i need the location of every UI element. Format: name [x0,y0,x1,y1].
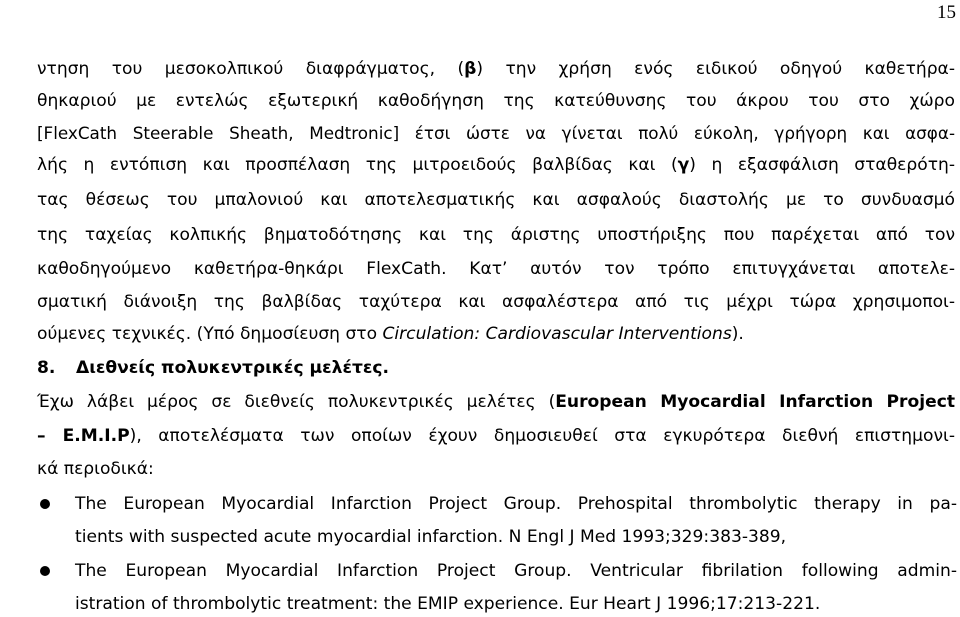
text-line: της ταχείας κολπικής βηματοδότησης και της άριστης υποστήριξης που παρέχεται από τον [37,225,955,245]
text-span: ). [731,324,744,344]
text-span: ντηση του μεσοκολπικού διαφράγματος, ( [37,59,465,79]
section-number: 8. [37,358,56,378]
text-line: κά περιοδικά: [37,459,154,479]
text-line [37,153,955,177]
text-line [37,57,955,81]
reference-line: istration of thrombolytic treatment: the EMIP experience. Eur Heart J 1996;17:213-221. [75,594,821,614]
text-line [37,390,955,414]
text-line: θηκαριού με εντελώς εξωτερική καθοδήγηση της κατεύθυνσης του άκρου του στο χώρο [37,91,955,111]
text-line [37,424,955,448]
bullet-icon [40,566,50,576]
reference-line: The European Myocardial Infarction Project Group. Ventricular fibrilation following admin- [75,561,957,581]
reference-line: The European Myocardial Infarction Project Group. Prehospital thrombolytic therapy in pa- [75,494,957,514]
text-span: ούμενες τεχνικές. (Υπό δημοσίευση στο [37,324,383,344]
section-title: Διεθνείς πολυκεντρικές μελέτες. [76,358,390,378]
text-span: ) η εξασφάλιση σταθερότη- [689,155,956,175]
project-acronym: – E.M.I.P [37,426,130,446]
text-line: τας θέσεως του μπαλονιού και αποτελεσματικής και ασφαλούς διαστολής με το συνδυασμό [37,190,955,210]
text-span: ) την χρήση ενός ειδικού οδηγού καθετήρα- [476,59,955,79]
text-span: Έχω λάβει μέρος σε διεθνείς πολυκεντρικές μελέτες ( [37,392,556,412]
bold-marker: β [464,59,477,79]
text-span: ), αποτελέσματα των οποίων έχουν δημοσιευθεί στα εγκυρότερα διεθνή επιστημονι- [129,426,955,446]
text-line: [FlexCath Steerable Sheath, Medtronic] έτσι ώστε να γίνεται πολύ εύκολη, γρήγορη και ασφα- [37,123,955,143]
bold-marker: γ [677,155,690,175]
text-line: σματική διάνοιξη της βαλβίδας ταχύτερα και ασφαλέστερα από τις μέχρι τώρα χρησιμοποι- [37,292,955,312]
page-number: 15 [937,2,956,23]
project-name: European Myocardial Infarction Project [555,392,955,412]
journal-name: Circulation: Cardiovascular Interventions [382,324,732,344]
text-span: λής η εντόπιση και προσπέλαση της μιτροειδούς βαλβίδας και ( [37,155,678,175]
section-heading [37,356,389,380]
text-line [37,322,955,346]
text-line: καθοδηγούμενο καθετήρα-θηκάρι FlexCath. Κατ’ αυτόν τον τρόπο επιτυγχάνεται αποτελε- [37,259,955,279]
reference-line: tients with suspected acute myocardial infarction. N Engl J Med 1993;329:383-389, [75,527,787,547]
bullet-icon [40,499,50,509]
